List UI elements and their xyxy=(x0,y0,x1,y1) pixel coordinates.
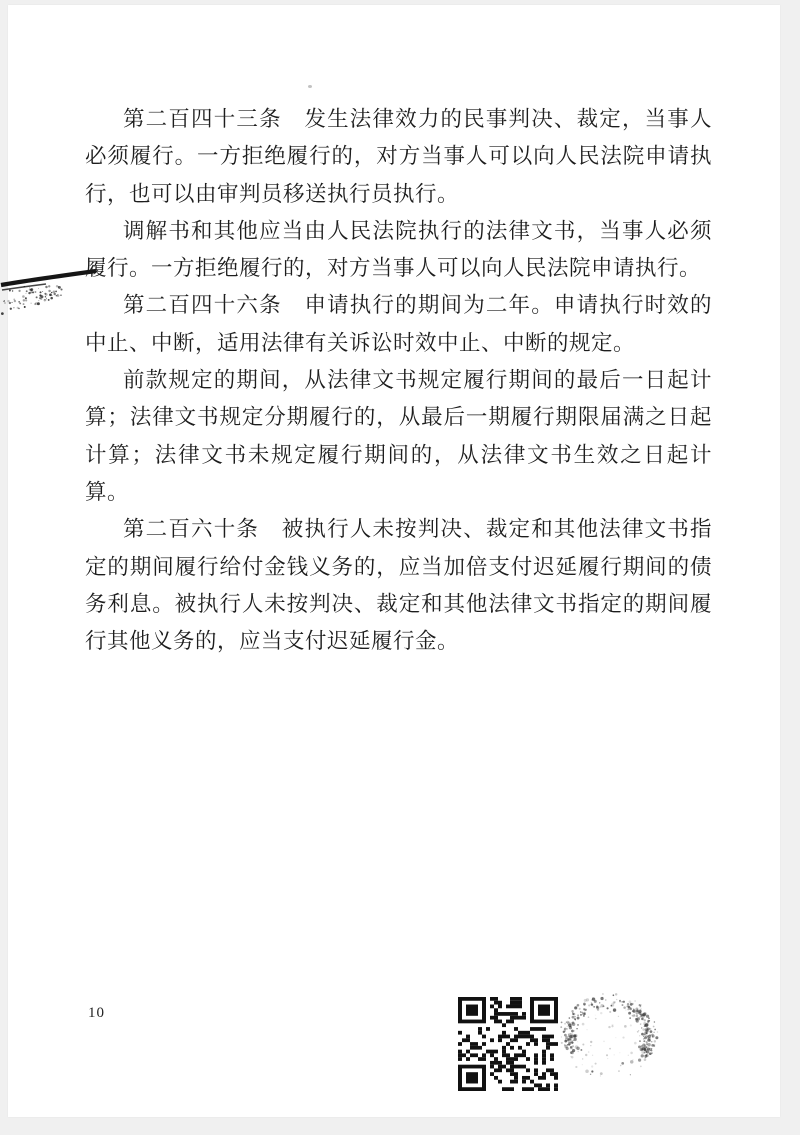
law-paragraph xyxy=(85,511,712,660)
paragraph-text: 前款规定的期间，从法律文书规定履行期间的最后一日起计算；法律文书规定分期履行的，从最后一期履行期限届满之日起计算；法律文书未规定履行期间的，从法律文书生效之日起计算。 xyxy=(85,368,712,504)
article-number: 第二百六十条 xyxy=(123,517,282,542)
page-number: 10 xyxy=(88,1005,105,1021)
law-paragraph xyxy=(85,213,712,288)
qr-code-icon xyxy=(458,997,558,1091)
paragraph-text: 调解书和其他应当由人民法院执行的法律文书，当事人必须履行。一方拒绝履行的，对方当事人可以向人民法院申请执行。 xyxy=(85,218,712,281)
paragraph-text: 申请执行的期间为二年。申请执行时效的中止、中断，适用法律有关诉讼时效中止、中断的规定。 xyxy=(85,293,712,355)
law-text xyxy=(85,101,712,660)
article-number: 第二百四十三条 xyxy=(123,107,305,131)
law-paragraph xyxy=(85,287,712,362)
ink-dot-artifact xyxy=(308,85,312,88)
paragraph-text: 发生法律效力的民事判决、裁定，当事人必须履行。一方拒绝履行的，对方当事人可以向人民法院申请执行，也可以由审判员移送执行员执行。 xyxy=(85,107,712,206)
article-number: 第二百四十六条 xyxy=(123,293,305,318)
law-paragraph xyxy=(85,362,712,511)
scan-smudge-artifact xyxy=(0,255,110,325)
paragraph-text: 被执行人未按判决、裁定和其他法律文书指定的期间履行给付金钱义务的，应当加倍支付迟延履行期间的债务利息。被执行人未按判决、裁定和其他法律文书指定的期间履行其他义务的，应当支付迟延履行金。 xyxy=(85,517,712,654)
scanned-page xyxy=(8,5,780,1117)
round-stamp-icon xyxy=(555,990,663,1094)
law-paragraph xyxy=(85,101,712,213)
